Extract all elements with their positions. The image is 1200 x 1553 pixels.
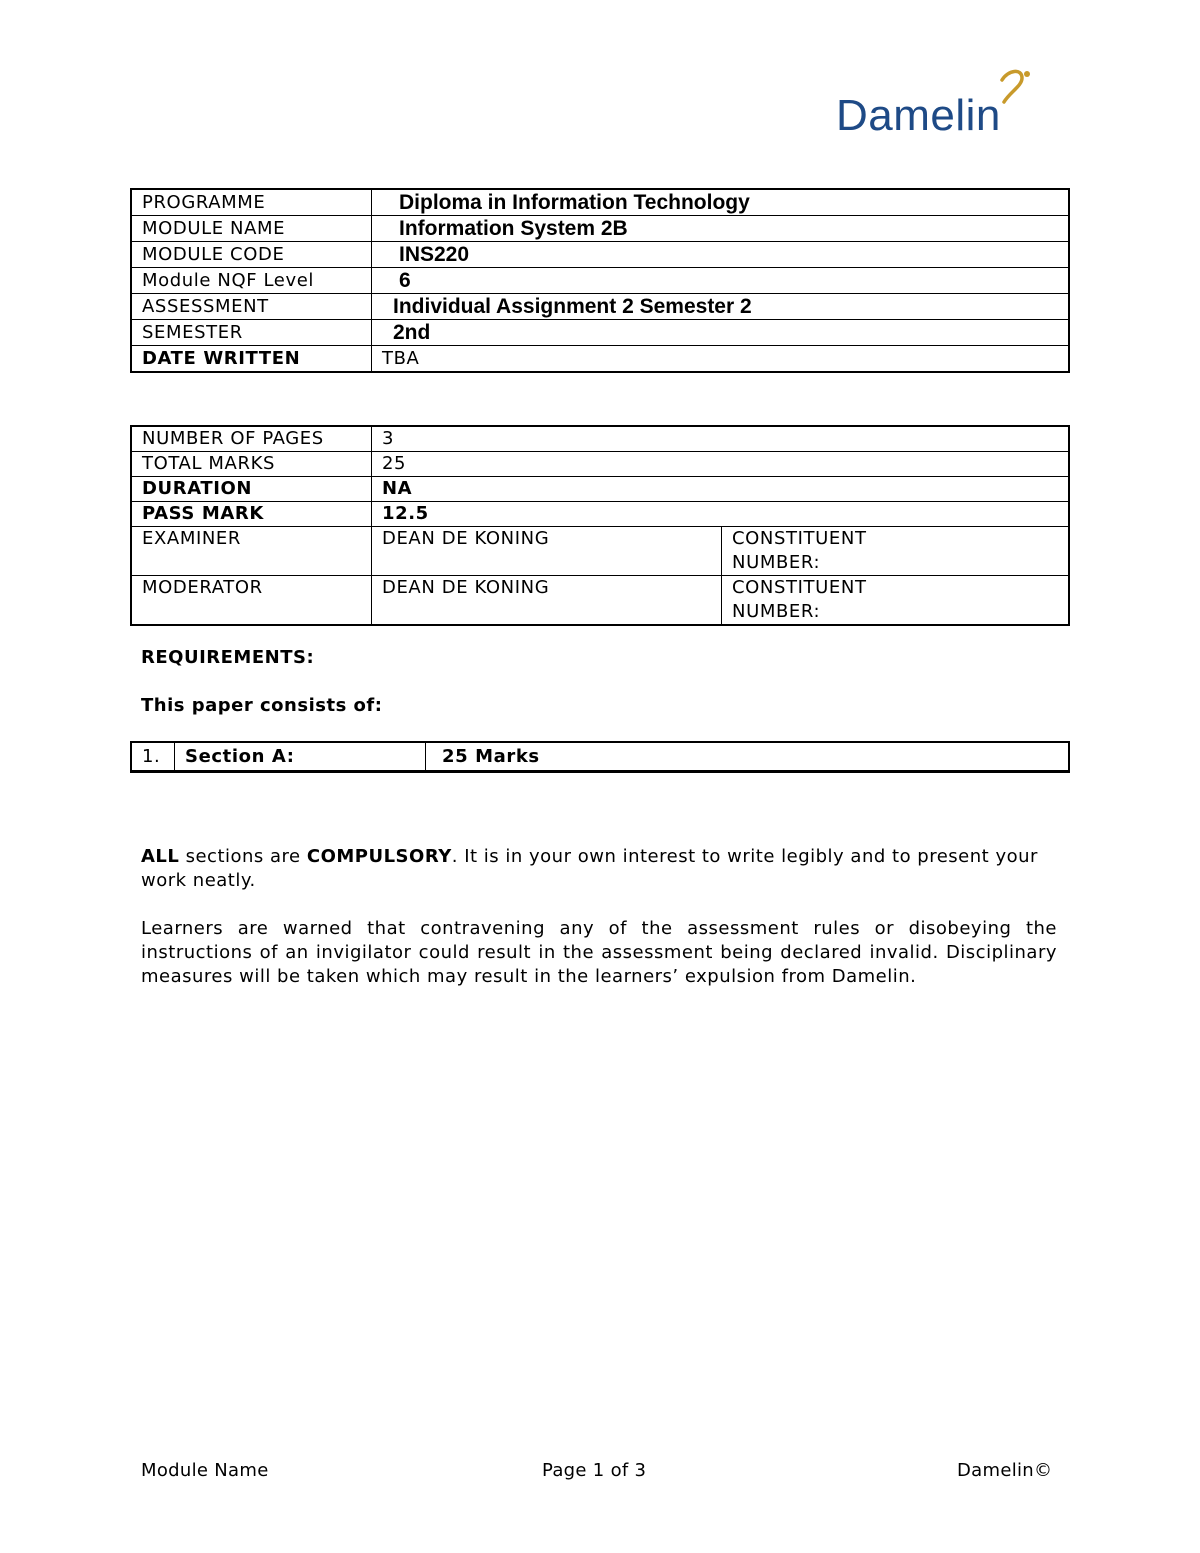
module-name-label: MODULE NAME <box>131 216 372 242</box>
section-name: Section A: <box>175 742 426 772</box>
programme-label: PROGRAMME <box>131 189 372 216</box>
constituent-line: NUMBER: <box>732 552 821 573</box>
logo-swoosh-icon <box>996 66 1036 106</box>
table-row <box>131 452 1069 477</box>
module-code-label: MODULE CODE <box>131 242 372 268</box>
sections-table <box>130 741 1070 773</box>
table-row <box>131 426 1069 452</box>
assessment-label: ASSESSMENT <box>131 294 372 320</box>
examiner-label: EXAMINER <box>131 527 372 576</box>
examiner-constituent <box>722 527 1070 576</box>
constituent-line: CONSTITUENT <box>732 577 867 598</box>
table-row <box>131 502 1069 527</box>
nqf-level-value: 6 <box>372 268 1070 294</box>
duration-value: NA <box>372 477 1070 502</box>
semester-label: SEMESTER <box>131 320 372 346</box>
table-row <box>131 216 1069 242</box>
table-row <box>131 320 1069 346</box>
moderator-constituent <box>722 576 1070 626</box>
constituent-line: NUMBER: <box>732 601 821 622</box>
semester-value: 2nd <box>372 320 1070 346</box>
nqf-level-label: Module NQF Level <box>131 268 372 294</box>
table-row <box>131 346 1069 373</box>
table-row <box>131 268 1069 294</box>
damelin-logo <box>836 66 1062 138</box>
section-number: 1. <box>131 742 175 772</box>
constituent-line: CONSTITUENT <box>732 528 867 549</box>
assessment-details-table <box>130 425 1070 626</box>
module-name-value: Information System 2B <box>372 216 1070 242</box>
table-row <box>131 189 1069 216</box>
module-info-table <box>130 188 1070 373</box>
table-row <box>131 742 1069 772</box>
warning-paragraph: Learners are warned that contravening any of the assessment rules or disobeying the instructions of an invigilator could result in the assessment being declared invalid. Disciplinary measures will be taken which may result in the learners’ expulsion from Damelin. <box>141 918 1057 987</box>
compulsory-emphasis: COMPULSORY <box>306 846 452 867</box>
compulsory-note <box>141 845 1057 893</box>
logo-text: Damelin <box>836 91 1001 140</box>
total-marks-label: TOTAL MARKS <box>131 452 372 477</box>
assessment-value: Individual Assignment 2 Semester 2 <box>372 294 1070 320</box>
table-row <box>131 576 1069 626</box>
footer-page-number: Page 1 of 3 <box>542 1460 647 1481</box>
table-row <box>131 527 1069 576</box>
examiner-value: DEAN DE KONING <box>372 527 722 576</box>
paper-consists-heading: This paper consists of: <box>141 695 383 716</box>
all-emphasis: ALL <box>141 846 180 867</box>
module-code-value: INS220 <box>372 242 1070 268</box>
date-written-value: TBA <box>372 346 1070 373</box>
pages-label: NUMBER OF PAGES <box>131 426 372 452</box>
section-marks: 25 Marks <box>426 742 1070 772</box>
programme-value: Diploma in Information Technology <box>372 189 1070 216</box>
total-marks-value: 25 <box>372 452 1070 477</box>
requirements-heading: REQUIREMENTS: <box>141 647 315 668</box>
table-row <box>131 242 1069 268</box>
duration-label: DURATION <box>131 477 372 502</box>
pass-mark-label: PASS MARK <box>131 502 372 527</box>
table-row <box>131 294 1069 320</box>
note-text: sections are <box>179 846 307 867</box>
moderator-value: DEAN DE KONING <box>372 576 722 626</box>
pages-value: 3 <box>372 426 1070 452</box>
pass-mark-value: 12.5 <box>372 502 1070 527</box>
footer-module-name: Module Name <box>141 1460 269 1481</box>
moderator-label: MODERATOR <box>131 576 372 626</box>
footer-copyright: Damelin© <box>957 1460 1053 1481</box>
note-text: . It is in your own interest to write legibly and to present your work neatly. <box>141 846 1038 891</box>
date-written-label: DATE WRITTEN <box>131 346 372 373</box>
table-row <box>131 477 1069 502</box>
